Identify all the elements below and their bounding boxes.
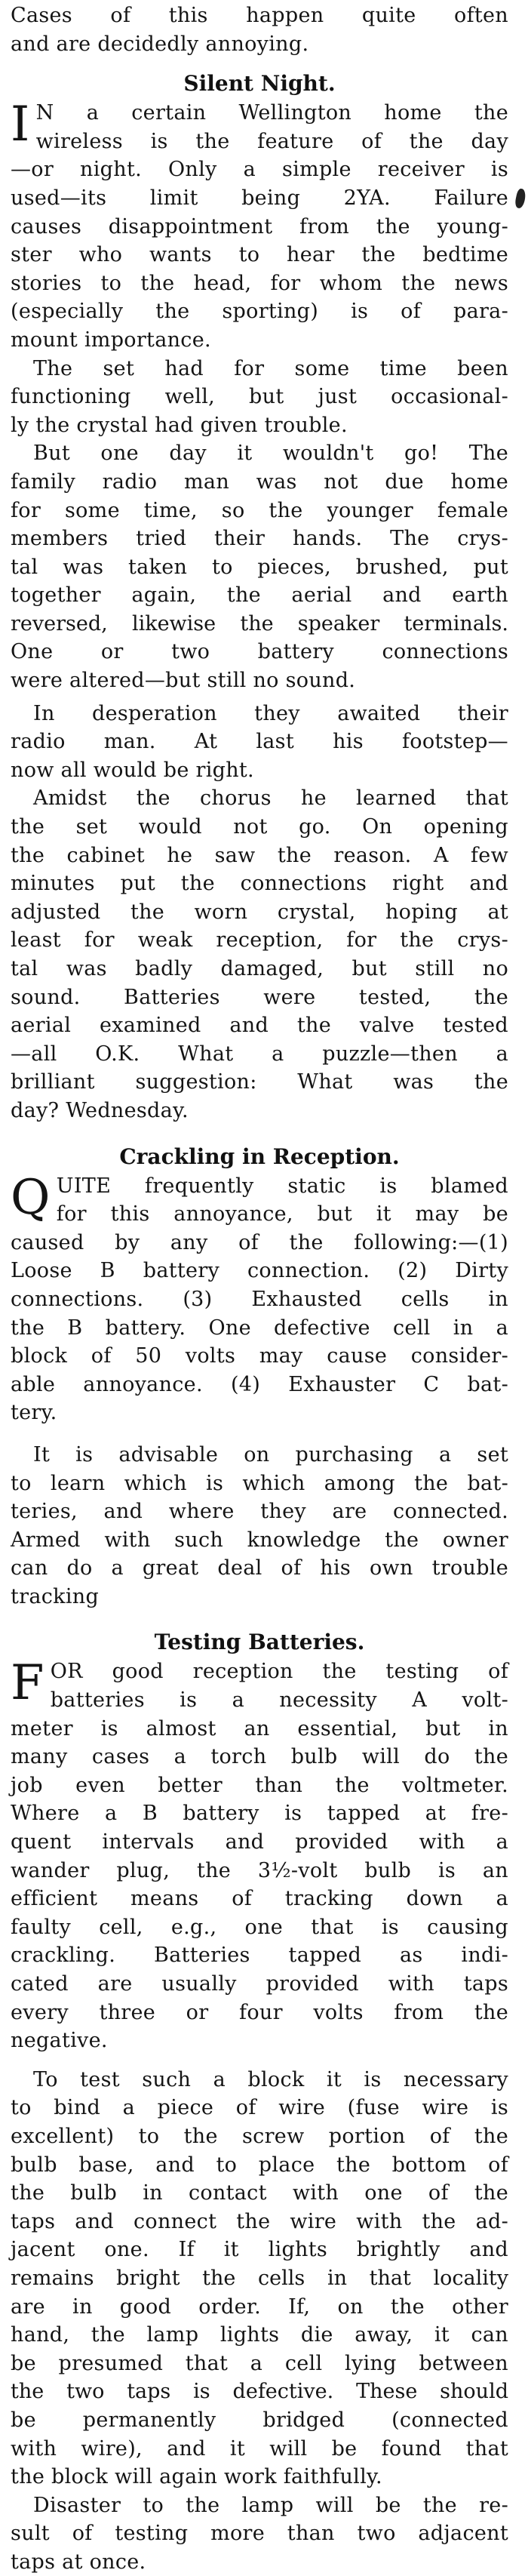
text-line: block of 50 volts may cause consider- [11,1344,508,1368]
text-line: To test such a block it is necessary [33,2067,508,2091]
text-line: reversed, likewise the speaker terminals. [11,611,508,636]
text-line: negative. [11,2029,108,2053]
text-line: can do a great deal of his own trouble [11,1556,508,1580]
silent-night-paragraph-4 [11,700,508,785]
text-line: radio man. At last his footstep— [11,730,508,754]
text-line: family radio man was not due home [11,469,508,494]
text-line: the set would not go. On opening [11,815,508,839]
drop-cap: F [11,1655,45,1712]
text-line: taps at once. [11,2550,146,2574]
silent-night-paragraph-1 [11,99,508,354]
text-line: functioning well, but just occasional- [11,385,508,409]
text-line: Where a B battery is tapped at fre- [11,1802,508,1826]
text-line: minutes put the connections right and [11,872,508,896]
text-line: caused by any of the following:—(1) [11,1230,508,1254]
text-line: the B battery. One defective cell in a [11,1316,508,1340]
text-line: every three or four volts from the [11,2000,508,2024]
text-line: least for weak reception, for the crys- [11,928,508,953]
text-line: now all would be right. [11,758,254,782]
text-line: Armed with such knowledge the owner [11,1528,508,1552]
text-line: job even better than the voltmeter. [11,1773,508,1797]
text-line: members tried their hands. The crys- [11,527,508,551]
text-line: One or two battery connections [11,640,508,664]
text-line: ster who wants to hear the bedtime [11,243,508,267]
text-line: (especially the sporting) is of para- [11,300,508,324]
text-line: —or night. Only a simple receiver is [11,158,508,182]
text-line: excellent) to the screw portion of the [11,2124,508,2148]
text-line: tal was taken to pieces, brushed, put [11,555,508,579]
text-line: quent intervals and provided with a [11,1830,508,1854]
text-line: able annoyance. (4) Exhauster C bat- [11,1372,508,1396]
text-line: The set had for some time been [33,356,508,380]
text-line: the cabinet he saw the reason. A few [11,843,508,867]
text-line: used—its limit being 2YA. Failure [11,186,508,210]
section-heading-crackling: Crackling in Reception. [119,1143,400,1169]
text-line: together again, the aerial and earth [11,583,508,608]
text-line: bulb base, and to place the bottom of [11,2153,508,2177]
text-line: causes disappointment from the young- [11,214,508,239]
text-line: sound. Batteries were tested, the [11,985,508,1009]
text-line: mount importance. [11,328,211,352]
text-line: batteries is a necessity A volt- [50,1688,508,1713]
text-line: wander plug, the 3½-volt bulb is an [11,1858,508,1882]
text-line: teries, and where they are connected. [11,1500,508,1524]
text-line: the block will again work faithfully. [11,2465,382,2489]
testing-paragraph-3 [11,2491,508,2576]
text-line: efficient means of tracking down a [11,1887,508,1911]
text-line: to learn which is which among the bat- [11,1471,508,1495]
text-line: faulty cell, e.g., one that is causing [11,1915,508,1939]
text-line: remains bright the cells in that locality [11,2266,508,2290]
silent-night-paragraph-3 [11,439,508,694]
text-line: jacent one. If it lights brightly and [11,2238,508,2262]
text-line: adjusted the worn crystal, hoping at [11,900,508,924]
text-line: —all O.K. What a puzzle—then a [11,1042,508,1066]
text-line: tracking [11,1584,100,1608]
text-line: tal was badly damaged, but still no [11,957,508,980]
text-line: meter is almost an essential, but in [11,1716,508,1740]
crackling-paragraph-2 [11,1441,508,1611]
section-heading-testing-batteries: Testing Batteries. [154,1630,365,1655]
text-line: Disaster to the lamp will be the re- [33,2493,508,2517]
text-line: brilliant suggestion: What was the [11,1070,508,1094]
silent-night-paragraph-2 [11,355,508,440]
text-line: many cases a torch bulb will do the [11,1745,508,1769]
text-line: are in good order. If, on the other [11,2294,508,2319]
text-line: crackling. Batteries tapped as indi- [11,1944,508,1968]
text-line: N a certain Wellington home the [35,101,508,125]
text-line: and are decidedly annoying. [11,32,309,56]
text-line: stories to the head, for whom the news [11,271,508,295]
text-line: wireless is the feature of the day [35,129,508,153]
testing-paragraph-2 [11,2066,508,2491]
text-line: be presumed that a cell lying between [11,2351,508,2375]
drop-cap: Q [11,1169,51,1226]
text-line: connections. (3) Exhausted cells in [11,1287,508,1311]
text-line: But one day it wouldn't go! The [33,442,508,466]
section-heading-silent-night: Silent Night. [183,71,336,97]
text-line: UITE frequently static is blamed [56,1174,508,1198]
intro-paragraph [11,0,508,58]
text-line: sult of testing more than two adjacent [11,2522,508,2546]
text-line: Loose B battery connection. (2) Dirty [11,1259,508,1283]
text-line: taps and connect the wire with the ad- [11,2209,508,2233]
article-column [11,0,508,2576]
text-line: ly the crystal had given trouble. [11,413,348,437]
text-line: for this annoyance, but it may be [56,1202,508,1226]
text-line: be permanently bridged (connected [11,2408,508,2432]
text-line: In desperation they awaited their [33,701,508,725]
drop-cap: I [11,97,30,153]
text-line: for some time, so the younger female [11,498,508,522]
text-line: It is advisable on purchasing a set [33,1442,508,1467]
text-line: Cases of this happen quite often [11,4,508,27]
text-line: Amidst the chorus he learned that [33,786,508,811]
text-line: were altered—but still no sound. [11,669,356,693]
text-line: OR good reception the testing of [50,1660,508,1684]
text-line: aerial examined and the valve tested [11,1014,508,1038]
text-line: day? Wednesday. [11,1098,189,1122]
testing-paragraph-1 [11,1657,508,2054]
ink-smudge [514,188,526,209]
text-line: tery. [11,1401,57,1425]
text-line: the bulb in contact with one of the [11,2181,508,2205]
text-line: to bind a piece of wire (fuse wire is [11,2096,508,2120]
text-line: the two taps is defective. These should [11,2380,508,2404]
silent-night-paragraph-5 [11,784,508,1125]
crackling-paragraph-1 [11,1169,508,1427]
text-line: with wire), and it will be found that [11,2436,508,2461]
text-line: hand, the lamp lights die away, it can [11,2323,508,2347]
text-line: cated are usually provided with taps [11,1972,508,1996]
